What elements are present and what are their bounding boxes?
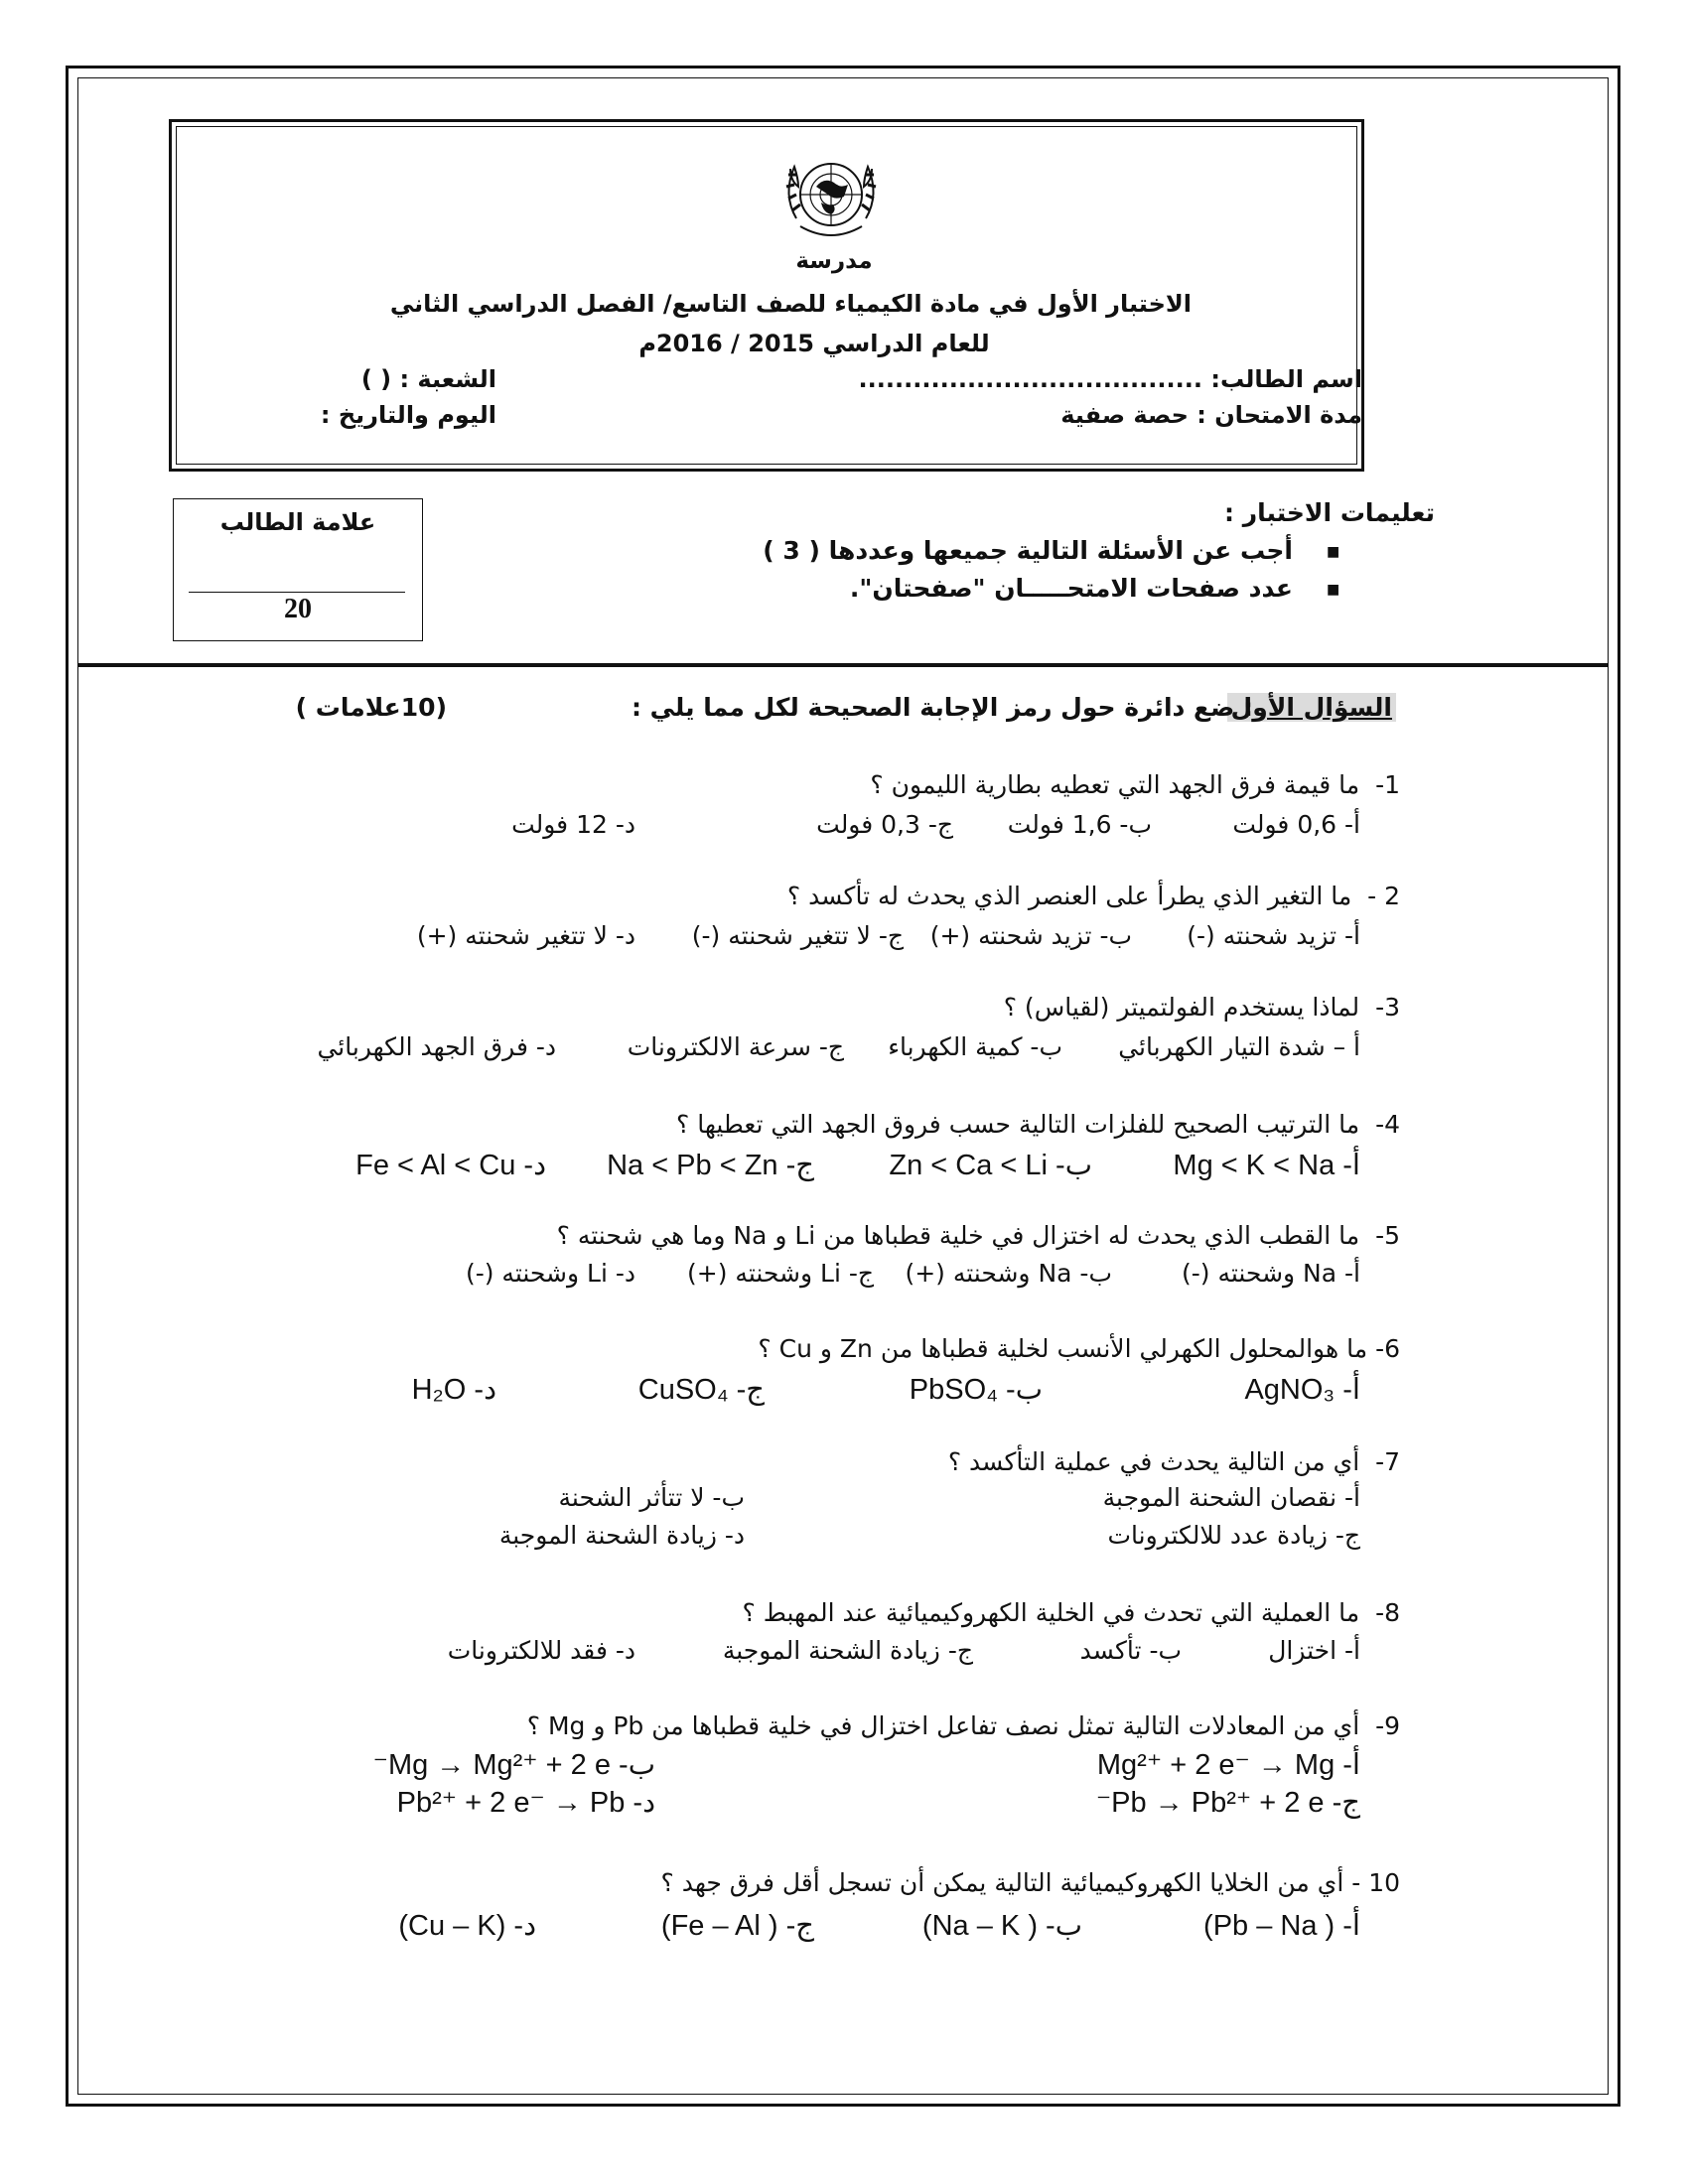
question-1 — [596, 770, 1400, 799]
option-a[interactable]: أ- Mg < K < Na — [1173, 1150, 1360, 1181]
option-a[interactable]: أ – شدة التيار الكهربائي — [1118, 1032, 1360, 1061]
question-number: 5- — [1375, 1221, 1400, 1250]
question-text: أي من المعادلات التالية تمثل نصف تفاعل اختزال في خلية قطباها من Pb و Mg ؟ — [526, 1711, 1360, 1740]
question-number: 4- — [1375, 1110, 1400, 1139]
bullet-icon: ■ — [1327, 544, 1340, 560]
option-c[interactable]: ج- 0,3 فولت — [816, 810, 953, 839]
question-text: ما الترتيب الصحيح للفلزات التالية حسب فروق الجهد التي تعطيها ؟ — [675, 1110, 1360, 1139]
option-a[interactable]: أ- Na وشحنته (-) — [1181, 1259, 1360, 1288]
option-d[interactable]: د- Li وشحنته (-) — [465, 1259, 635, 1288]
grade-total: 20 — [284, 594, 312, 624]
option-b[interactable]: ب- Mg → Mg²⁺ + 2 e⁻ — [372, 1749, 655, 1781]
option-a[interactable]: أ- 0,6 فولت — [1232, 810, 1360, 839]
option-d[interactable]: د- زيادة الشحنة الموجبة — [498, 1521, 745, 1550]
exam-duration: مدة الامتحان : حصة صفية — [1060, 401, 1362, 429]
school-label: مدرسة — [795, 248, 873, 274]
instructions-title: تعليمات الاختبار : — [1224, 498, 1435, 527]
option-c[interactable]: ج- Pb → Pb²⁺ + 2 e⁻ — [1095, 1787, 1360, 1819]
question-number: 8- — [1375, 1598, 1400, 1627]
section1-label: السؤال الأول — [1257, 693, 1396, 722]
option-a[interactable]: أ- ( Pb – Na) — [1203, 1910, 1360, 1942]
option-d[interactable]: د- فقد للالكترونات — [447, 1636, 635, 1665]
option-c[interactable]: ج- لا تتغير شحنته (-) — [691, 921, 904, 950]
exam-title: الاختبار الأول في مادة الكيمياء للصف التاسع/ الفصل الدراسي الثاني — [389, 290, 1192, 318]
option-d[interactable]: د- (Cu – K) — [398, 1910, 536, 1942]
question-7 — [596, 1447, 1400, 1476]
option-c[interactable]: ج- ( Fe – Al) — [660, 1910, 814, 1942]
question-text: ما هوالمحلول الكهرلي الأنسب لخلية قطباها من Zn و Cu ؟ — [758, 1334, 1368, 1363]
option-a[interactable]: أ- نقصان الشحنة الموجبة — [1102, 1483, 1360, 1512]
academic-year: للعام الدراسي 2015 / 2016م — [638, 330, 990, 357]
question-4 — [596, 1110, 1400, 1139]
question-text: أي من التالية يحدث في عملية التأكسد ؟ — [947, 1447, 1360, 1476]
question-text: ما قيمة فرق الجهد التي تعطيه بطارية الليمون ؟ — [870, 770, 1360, 799]
option-d[interactable]: د- فرق الجهد الكهربائي — [317, 1032, 556, 1061]
question-text: ما التغير الذي يطرأ على العنصر الذي يحدث له تأكسد ؟ — [786, 882, 1352, 910]
question-number: 10 - — [1351, 1868, 1400, 1897]
option-d[interactable]: د- لا تتغير شحنته (+) — [416, 921, 635, 950]
section-field[interactable]: الشعبة : ( ) — [360, 365, 496, 393]
question-number: 2 - — [1367, 882, 1400, 910]
option-d[interactable]: د- H₂O — [411, 1374, 496, 1406]
option-c[interactable]: ج- زيادة الشحنة الموجبة — [722, 1636, 973, 1665]
option-b[interactable]: ب- PbSO₄ — [909, 1374, 1043, 1406]
option-a[interactable]: أ- اختزال — [1268, 1636, 1360, 1665]
option-a[interactable]: أ- AgNO₃ — [1244, 1374, 1360, 1406]
bullet-icon: ■ — [1327, 582, 1340, 598]
option-d[interactable]: د- 12 فولت — [511, 810, 635, 839]
option-b[interactable]: ب- Na وشحنته (+) — [905, 1259, 1112, 1288]
option-c[interactable]: ج- CuSO₄ — [637, 1374, 765, 1406]
grade-label: علامة الطالب — [219, 508, 376, 536]
question-6 — [596, 1334, 1400, 1363]
question-number: 7- — [1375, 1447, 1400, 1476]
option-c[interactable]: ج- سرعة الالكترونات — [627, 1032, 844, 1061]
option-b[interactable]: ب- لا تتأثر الشحنة — [558, 1483, 745, 1512]
instruction-item: عدد صفحات الامتحـــــان "صفحتان". — [849, 574, 1293, 603]
question-2 — [596, 882, 1400, 910]
question-number: 9- — [1375, 1711, 1400, 1740]
option-a[interactable]: أ- تزيد شحنته (-) — [1187, 921, 1360, 950]
question-text: ما القطب الذي يحدث له اختزال في خلية قطباها من Li و Na وما هي شحنته ؟ — [556, 1221, 1360, 1250]
option-b[interactable]: ب- Zn < Ca < Li — [889, 1150, 1092, 1181]
question-number: 3- — [1375, 993, 1400, 1022]
day-date-field[interactable]: اليوم والتاريخ : — [320, 401, 496, 429]
question-8 — [596, 1598, 1400, 1627]
question-number: 6- — [1375, 1334, 1400, 1363]
option-c[interactable]: ج- زيادة عدد للالكترونات — [1107, 1521, 1360, 1550]
question-text: لماذا يستخدم الفولتميتر (لقياس) ؟ — [1003, 993, 1360, 1022]
grade-fraction-line — [189, 592, 405, 593]
question-text: ما العملية التي تحدث في الخلية الكهروكيميائية عند المهبط ؟ — [742, 1598, 1360, 1627]
question-9 — [437, 1711, 1400, 1740]
option-b[interactable]: ب- ( Na – K) — [921, 1910, 1082, 1942]
option-c[interactable]: ج- Li وشحنته (+) — [687, 1259, 874, 1288]
student-name-field[interactable]: اسم الطالب: ...................................... — [858, 365, 1362, 393]
section1-instruction: : ضع دائرة حول رمز الإجابة الصحيحة لكل مما يلي : — [631, 693, 1253, 722]
section-divider — [77, 663, 1609, 667]
option-c[interactable]: ج- Na < Pb < Zn — [607, 1150, 814, 1181]
option-d[interactable]: د- Pb²⁺ + 2 e⁻ → Pb — [396, 1787, 655, 1819]
question-number: 1- — [1375, 770, 1400, 799]
section1-marks: (10علامات ) — [295, 693, 447, 722]
option-b[interactable]: ب- كمية الكهرباء — [888, 1032, 1062, 1061]
question-5 — [437, 1221, 1400, 1250]
option-b[interactable]: ب- 1,6 فولت — [1007, 810, 1152, 839]
question-text: أي من الخلايا الكهروكيميائية التالية يمكن أن تسجل أقل فرق جهد ؟ — [660, 1868, 1344, 1897]
question-3 — [596, 993, 1400, 1022]
instruction-item: أجب عن الأسئلة التالية جميعها وعددها ( 3 ) — [763, 536, 1293, 565]
option-d[interactable]: د- Fe < Al < Cu — [355, 1150, 546, 1181]
option-a[interactable]: أ- Mg²⁺ + 2 e⁻ → Mg — [1096, 1749, 1360, 1781]
un-emblem-icon — [767, 139, 896, 258]
question-10 — [596, 1868, 1400, 1897]
option-b[interactable]: ب- تأكسد — [1079, 1636, 1182, 1665]
option-b[interactable]: ب- تزيد شحنته (+) — [929, 921, 1132, 950]
